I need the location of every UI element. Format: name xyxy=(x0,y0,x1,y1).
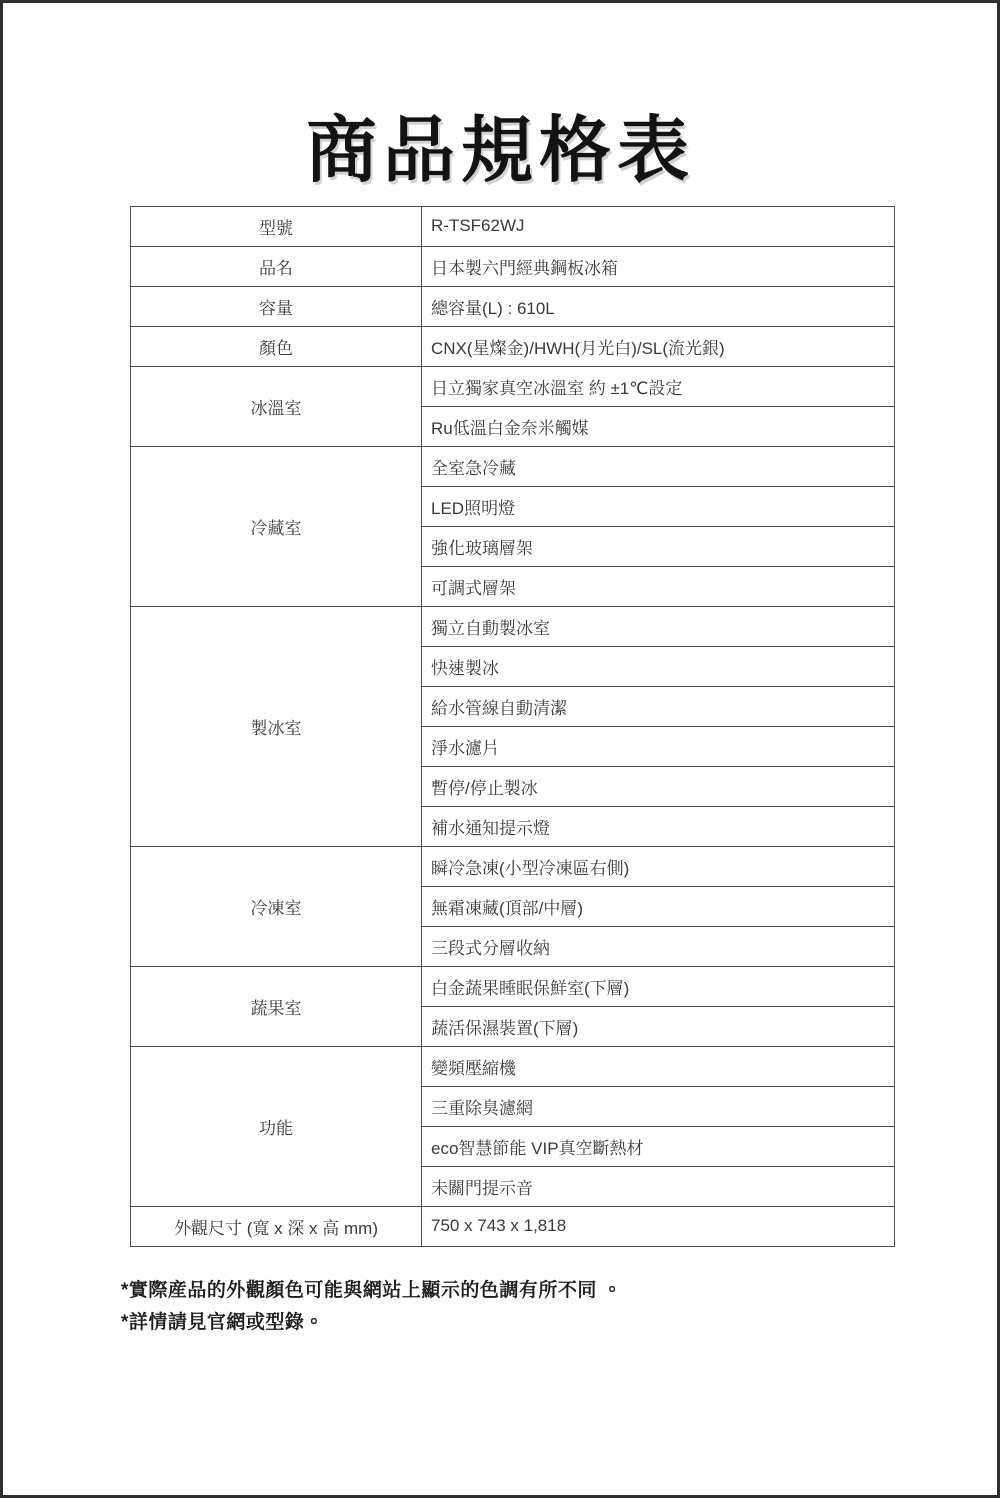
row-value: 三段式分層收納 xyxy=(422,926,895,966)
footnotes xyxy=(121,1275,997,1340)
page-title: 商品規格表 xyxy=(304,111,695,191)
row-value: 強化玻璃層架 xyxy=(422,526,895,566)
spec-table xyxy=(130,206,895,1247)
row-value: 日立獨家真空冰溫室 約 ±1℃設定 xyxy=(422,366,895,406)
row-label: 冷凍室 xyxy=(131,846,422,966)
row-value: 蔬活保濕裝置(下層) xyxy=(422,1006,895,1046)
row-value: 瞬冷急凍(小型冷凍區右側) xyxy=(422,846,895,886)
row-value: CNX(星燦金)/HWH(月光白)/SL(流光銀) xyxy=(422,326,895,366)
table-row xyxy=(131,246,895,286)
row-value: 無霜凍藏(頂部/中層) xyxy=(422,886,895,926)
row-label: 顏色 xyxy=(131,326,422,366)
row-value: 獨立自動製冰室 xyxy=(422,606,895,646)
row-label: 功能 xyxy=(131,1046,422,1206)
row-value: eco智慧節能 VIP真空斷熱材 xyxy=(422,1126,895,1166)
row-label: 容量 xyxy=(131,286,422,326)
row-value: 日本製六門經典鋼板冰箱 xyxy=(422,246,895,286)
row-value: 暫停/停止製冰 xyxy=(422,766,895,806)
table-row xyxy=(131,366,895,406)
footnote: *實際産品的外觀顏色可能與網站上顯示的色調有所不同 。 xyxy=(121,1279,623,1301)
row-value: 淨水濾片 xyxy=(422,726,895,766)
row-value: 快速製冰 xyxy=(422,646,895,686)
table-row xyxy=(131,846,895,886)
table-row xyxy=(131,606,895,646)
row-value: 全室急冷藏 xyxy=(422,446,895,486)
row-label: 型號 xyxy=(131,206,422,246)
table-row xyxy=(131,1046,895,1086)
table-row xyxy=(131,286,895,326)
row-label: 品名 xyxy=(131,246,422,286)
table-row xyxy=(131,446,895,486)
row-value: 給水管線自動清潔 xyxy=(422,686,895,726)
row-value: LED照明燈 xyxy=(422,486,895,526)
row-value: 補水通知提示燈 xyxy=(422,806,895,846)
row-label: 冷藏室 xyxy=(131,446,422,606)
table-row xyxy=(131,326,895,366)
row-value: 三重除臭濾網 xyxy=(422,1086,895,1126)
row-label: 蔬果室 xyxy=(131,966,422,1046)
row-label: 外觀尺寸 (寬 x 深 x 高 mm) xyxy=(131,1206,422,1246)
row-label: 冰溫室 xyxy=(131,366,422,446)
row-value: 總容量(L) : 610L xyxy=(422,286,895,326)
footnote: *詳情請見官網或型錄。 xyxy=(121,1312,324,1334)
row-value: 可調式層架 xyxy=(422,566,895,606)
row-value: 750 x 743 x 1,818 xyxy=(422,1206,895,1246)
row-value: 白金蔬果睡眠保鮮室(下層) xyxy=(422,966,895,1006)
row-value: Ru低溫白金奈米觸媒 xyxy=(422,406,895,446)
row-value: 變頻壓縮機 xyxy=(422,1046,895,1086)
table-row xyxy=(131,966,895,1006)
row-value: R-TSF62WJ xyxy=(422,206,895,246)
row-value: 未關門提示音 xyxy=(422,1166,895,1206)
table-row xyxy=(131,206,895,246)
row-label: 製冰室 xyxy=(131,606,422,846)
table-row xyxy=(131,1206,895,1246)
